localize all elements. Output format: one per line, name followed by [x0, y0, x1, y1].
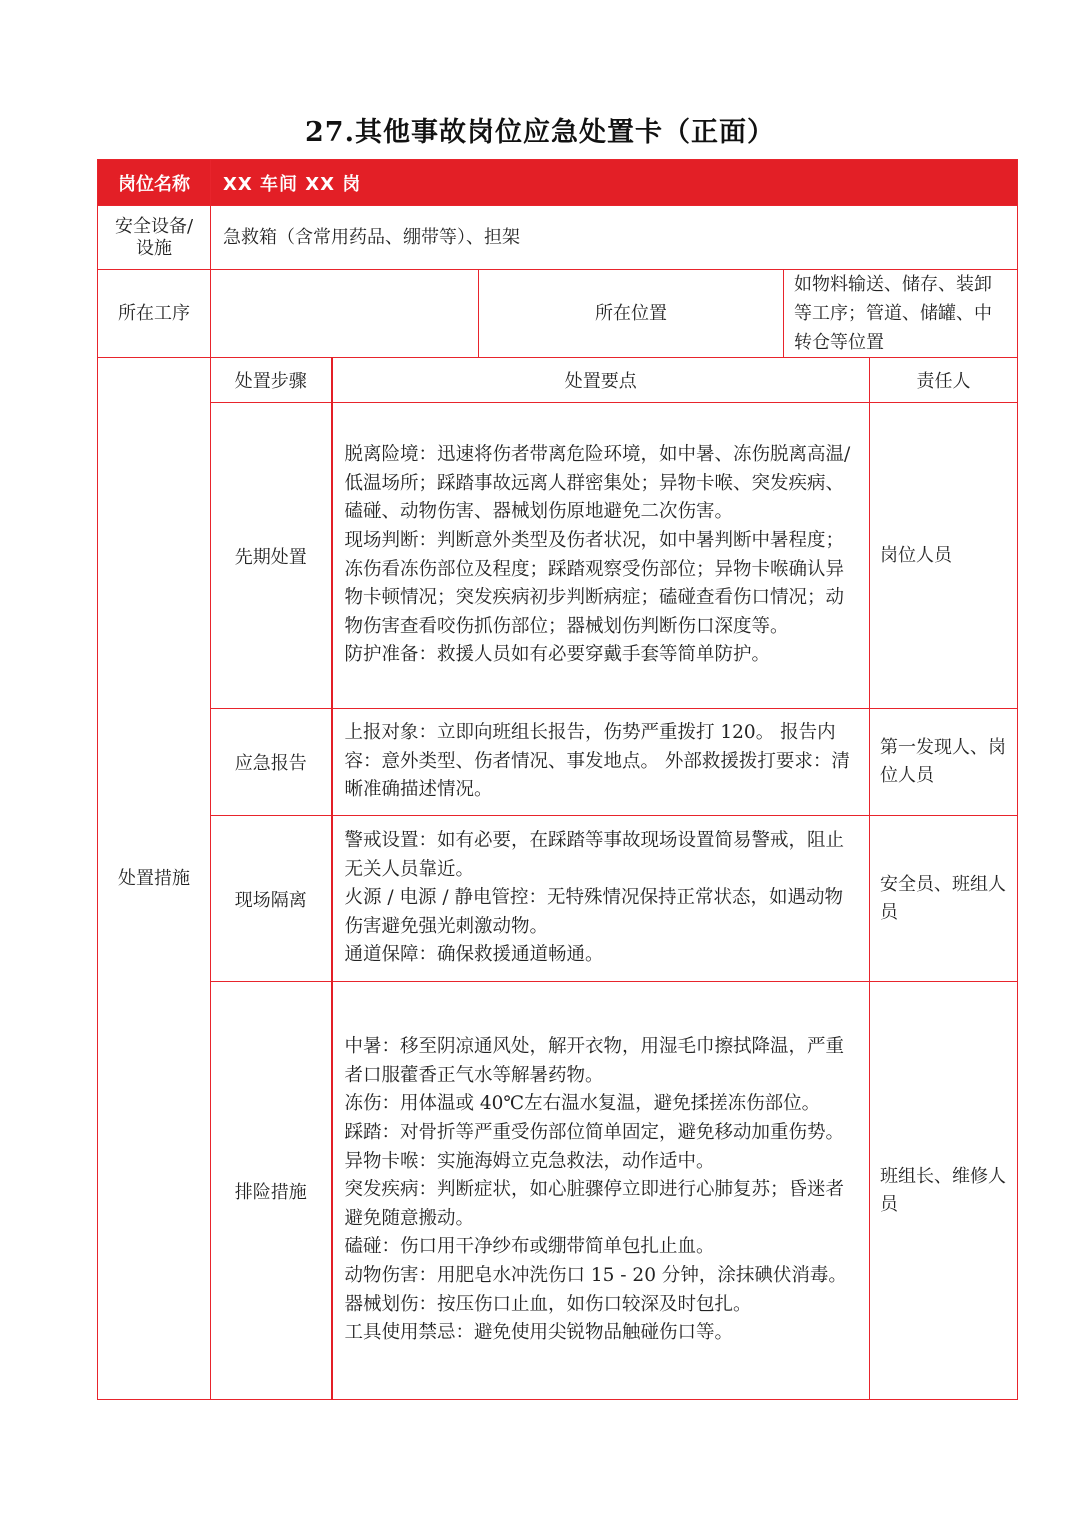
- step-point: 突发疾病：判断症状，如心脏骤停立即进行心肺复苏；昏迷者避免随意搬动。: [344, 1179, 845, 1229]
- step-point: 器械划伤：按压伤口止血，如伤口较深及时包扎。: [344, 1293, 752, 1315]
- step-point: 冻伤：用体温或 40℃左右温水复温，避免揉搓冻伤部位。: [344, 1093, 821, 1115]
- step-name: 排险措施: [211, 982, 332, 1400]
- step-point: 警戒设置：如有必要，在踩踏等事故现场设置简易警戒，阻止无关人员靠近。: [344, 830, 845, 880]
- step-row: [98, 982, 1018, 1400]
- col-head-points: 处置要点: [332, 358, 870, 403]
- step-point: 通道保障：确保救援通道畅通。: [344, 944, 604, 966]
- measures-label: 处置措施: [98, 358, 211, 1400]
- step-points: [332, 982, 870, 1400]
- step-point: 现场判断：判断意外类型及伤者状况，如中暑判断中暑程度；冻伤看冻伤部位及程度；踩踏观察受伤部位；异物卡喉确认异物卡顿情况；突发疾病初步判断病症；磕碰查看伤口情况；动物伤害查看咬伤抓伤部位；器械划伤判断伤口深度等。: [344, 529, 845, 637]
- step-points: [332, 816, 870, 982]
- emergency-card: [97, 159, 1017, 1400]
- col-head-owner: 责任人: [870, 358, 1018, 403]
- equipment-row: [98, 206, 1018, 270]
- step-name: 应急报告: [211, 709, 332, 816]
- step-points: [332, 403, 870, 709]
- post-name-value: XX 车间 XX 岗: [211, 160, 1018, 206]
- step-point: 异物卡喉：实施海姆立克急救法，动作适中。: [344, 1150, 715, 1172]
- equipment-label-line1: 安全设备/: [114, 215, 194, 237]
- step-owner: 第一发现人、岗位人员: [870, 709, 1018, 816]
- measures-header-row: [98, 358, 1018, 403]
- step-row: [98, 816, 1018, 982]
- step-row: [98, 403, 1018, 709]
- equipment-label: [98, 206, 211, 270]
- header-row: [98, 160, 1018, 206]
- card-table: [97, 159, 1018, 1400]
- page-title: 27.其他事故岗位应急处置卡（正面）: [305, 117, 775, 148]
- equipment-value: 急救箱（含常用药品、绷带等）、担架: [211, 206, 1018, 270]
- step-point: 动物伤害：用肥皂水冲洗伤口 15 - 20 分钟，涂抹碘伏消毒。: [344, 1264, 847, 1286]
- col-head-step: 处置步骤: [211, 358, 332, 403]
- process-value: [211, 270, 479, 358]
- step-point: 上报对象：立即向班组长报告，伤势严重拨打 120。 报告内容：意外类型、伤者情况、事发地点。 外部救援拨打要求：清晰准确描述情况。: [344, 722, 850, 801]
- step-point: 工具使用禁忌：避免使用尖锐物品触碰伤口等。: [344, 1322, 734, 1344]
- step-owner: 岗位人员: [870, 403, 1018, 709]
- location-value: 如物料输送、储存、装卸等工序；管道、储罐、中转仓等位置: [784, 270, 1018, 358]
- post-name-label: 岗位名称: [98, 160, 211, 206]
- step-point: 脱离险境：迅速将伤者带离危险环境，如中暑、冻伤脱离高温/低温场所；踩踏事故远离人群密集处；异物卡喉、突发疾病、磕碰、动物伤害、器械划伤原地避免二次伤害。: [344, 444, 851, 523]
- step-point: 磕碰：伤口用干净纱布或绷带简单包扎止血。: [344, 1236, 715, 1258]
- location-label: 所在位置: [479, 270, 784, 358]
- step-point: 中暑：移至阴凉通风处，解开衣物，用湿毛巾擦拭降温，严重者口服藿香正气水等解暑药物。: [344, 1036, 845, 1086]
- process-location-row: [98, 270, 1018, 358]
- equipment-label-line2: 设施: [136, 237, 172, 259]
- step-point: 火源 / 电源 / 静电管控：无特殊情况保持正常状态，如遇动物伤害避免强光刺激动物。: [344, 887, 843, 937]
- step-point: 防护准备：救援人员如有必要穿戴手套等简单防护。: [344, 644, 771, 666]
- process-label: 所在工序: [98, 270, 211, 358]
- step-points: [332, 709, 870, 816]
- step-point: 踩踏：对骨折等严重受伤部位简单固定，避免移动加重伤势。: [344, 1122, 845, 1144]
- step-owner: 安全员、班组人员: [870, 816, 1018, 982]
- step-owner: 班组长、维修人员: [870, 982, 1018, 1400]
- step-row: [98, 709, 1018, 816]
- step-name: 现场隔离: [211, 816, 332, 982]
- step-name: 先期处置: [211, 403, 332, 709]
